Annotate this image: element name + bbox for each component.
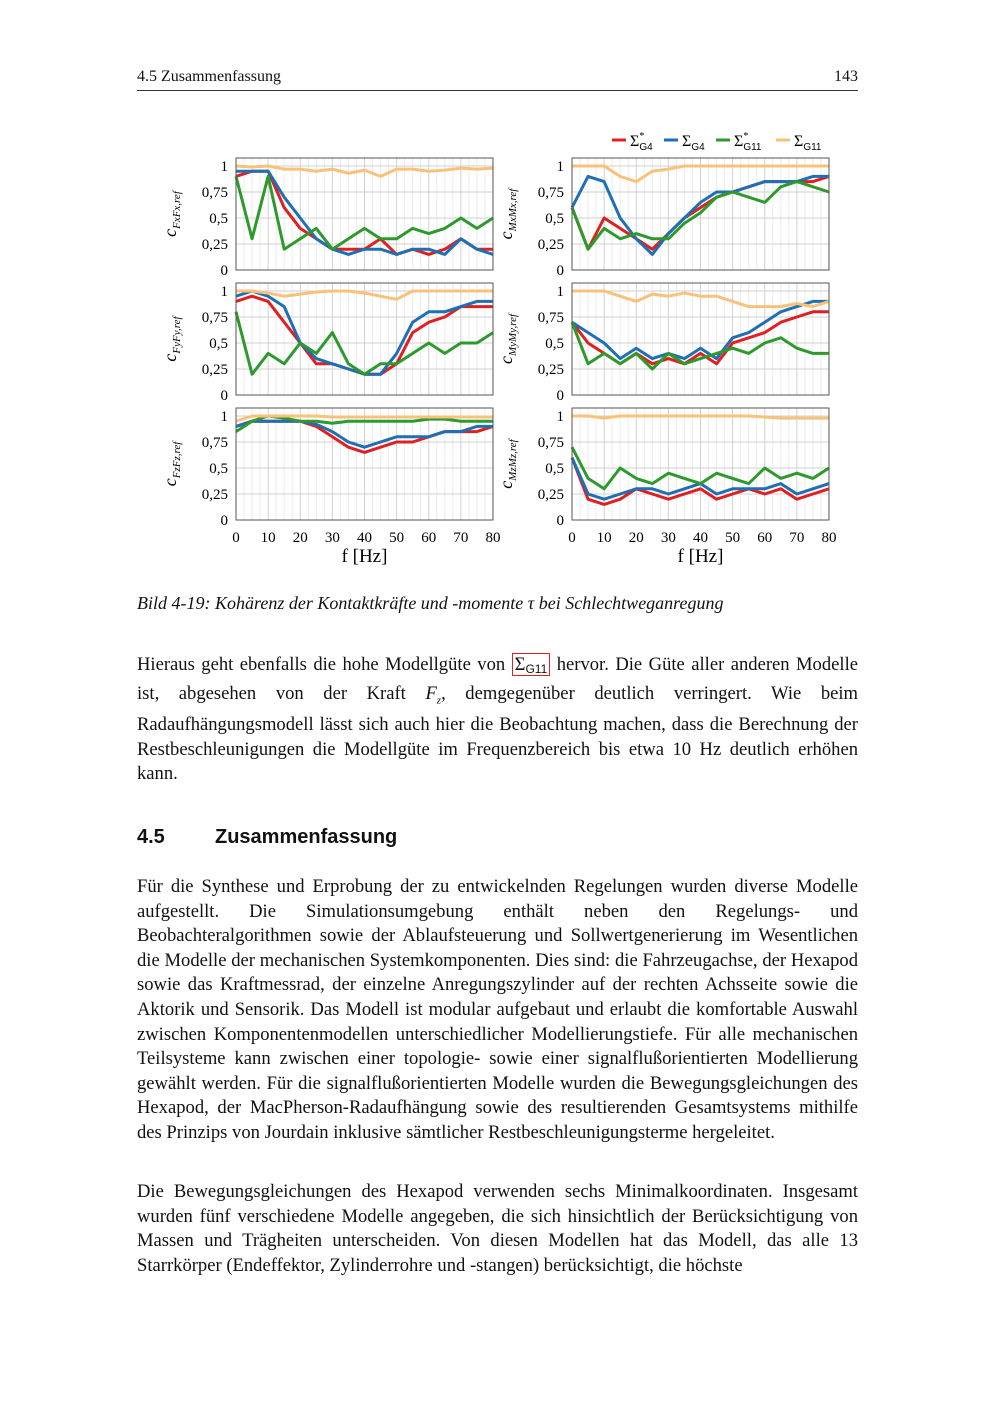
legend-symbol: Σ (682, 133, 692, 150)
legend-sub: G4 (639, 142, 653, 153)
y-tick-label: 0 (220, 263, 228, 279)
y-label-main: c (496, 231, 516, 240)
y-tick-label: 0,25 (201, 362, 228, 378)
y-label-subscript: MxMx,ref (507, 188, 519, 232)
chart-panel-MyMy,ref (496, 283, 829, 404)
x-tick-label: 20 (628, 530, 644, 546)
y-tick-label: 0,25 (201, 237, 228, 253)
header-rule (137, 90, 858, 91)
y-label-subscript: MzMz,ref (507, 439, 519, 481)
y-axis-label (160, 189, 183, 237)
y-tick-label: 0,75 (201, 185, 228, 201)
legend-symbol: Σ (734, 133, 744, 150)
y-axis-label (160, 314, 183, 361)
x-tick-label: 50 (725, 530, 741, 546)
legend-sub: G11 (803, 142, 822, 153)
x-tick-label: 20 (292, 530, 308, 546)
y-label-main: c (160, 228, 180, 237)
page-number: 143 (834, 68, 858, 85)
chart-panel-MxMx,ref (496, 158, 829, 279)
x-tick-label: 0 (568, 530, 576, 546)
legend-item (612, 131, 653, 153)
x-tick-label: 70 (453, 530, 469, 546)
y-tick-label: 0 (220, 388, 228, 404)
y-axis-label (496, 437, 519, 488)
x-tick-label: 30 (324, 530, 340, 546)
y-label-subscript: FyFy,ref (171, 316, 183, 354)
y-label-main: c (496, 480, 516, 489)
legend-item (664, 133, 705, 153)
chart-panel-FyFy,ref (160, 283, 493, 404)
y-tick-label: 0,75 (537, 310, 564, 326)
legend-item (716, 131, 762, 153)
legend-label (682, 133, 705, 153)
y-tick-label: 0,25 (537, 237, 564, 253)
sigma-subscript: G11 (525, 662, 548, 676)
y-label-subscript: FzFz,ref (171, 441, 183, 479)
x-tick-label: 70 (789, 530, 805, 546)
x-tick-label: 80 (485, 530, 501, 546)
y-tick-label: 0,5 (545, 211, 564, 227)
running-header-section: 4.5 Zusammenfassung (137, 68, 281, 85)
x-tick-label: 10 (260, 530, 276, 546)
force-subscript: z (436, 694, 442, 707)
y-label-main: c (160, 353, 180, 362)
y-tick-label: 0,25 (201, 487, 228, 503)
legend-sup: * (743, 131, 749, 142)
p1-text-b: hervor. Die Güte aller anderen Modelle ist, abgesehen von der Kraft (137, 654, 858, 704)
chart-panel-FxFx,ref (160, 158, 493, 279)
section-number: 4.5 (137, 826, 165, 848)
y-tick-label: 0,75 (201, 310, 228, 326)
sigma-g11-highlight (512, 653, 551, 676)
chart-panel-MzMz,ref (496, 408, 837, 567)
y-axis-label (160, 440, 183, 487)
x-tick-label: 0 (232, 530, 240, 546)
y-tick-label: 0,5 (209, 211, 228, 227)
y-tick-label: 0,25 (537, 487, 564, 503)
chart-panel-FzFz,ref (160, 408, 501, 567)
x-tick-label: 40 (357, 530, 372, 546)
y-tick-label: 1 (220, 159, 228, 175)
y-tick-label: 0,5 (545, 461, 564, 477)
y-tick-label: 0,75 (537, 435, 564, 451)
legend-symbol: Σ (630, 133, 640, 150)
x-tick-label: 10 (596, 530, 612, 546)
y-tick-label: 0,5 (209, 461, 228, 477)
x-axis-label: f [Hz] (677, 546, 724, 567)
p1-text-c: , demgegenüber deutlich verringert. Wie beim Radaufhängungsmodell lässt sich auch hier die Beobachtung machen, dass die Berechnung der Restbeschleunigungen die Modellgüte im Frequenzbereich bis etwa 10 Hz deutlich erhöhen kann. (137, 682, 858, 785)
y-tick-label: 1 (220, 409, 228, 425)
y-axis-label (496, 312, 519, 364)
y-label-main: c (160, 478, 180, 487)
figure-caption (137, 593, 724, 614)
x-tick-label: 50 (389, 530, 405, 546)
y-tick-label: 0,75 (201, 435, 228, 451)
legend-item (776, 133, 822, 153)
x-tick-label: 40 (693, 530, 708, 546)
force-symbol: F (425, 682, 437, 704)
legend-sup: * (639, 131, 645, 142)
paragraph-3: Die Bewegungsgleichungen des Hexapod verwenden sechs Minimalkoordinaten. Insgesamt wurden fünf verschiedene Modelle angegeben, die sich hinsichtlich der Berücksichtigung von Massen und Trägheiten unterscheiden. Von diesen Modellen hat das Modell, das alle 13 Starrkörper (Endeffektor, Zylinderrohre und -stangen) berücksichtigt, die höchste (137, 1181, 858, 1276)
coherence-figure (130, 125, 850, 585)
x-tick-label: 80 (821, 530, 837, 546)
p1-text-a: Hieraus geht ebenfalls die hohe Modellgüte von (137, 654, 512, 675)
section-heading (137, 826, 397, 849)
x-tick-label: 30 (660, 530, 676, 546)
legend-sub: G4 (691, 142, 705, 153)
y-tick-label: 0 (556, 513, 564, 529)
y-label-main: c (496, 356, 516, 365)
paragraph-1 (137, 653, 858, 787)
y-tick-label: 0,5 (545, 336, 564, 352)
sigma-symbol: Σ (514, 654, 526, 675)
y-tick-label: 0 (220, 513, 228, 529)
x-axis-label: f [Hz] (341, 546, 388, 567)
legend-label (734, 131, 762, 153)
legend-symbol: Σ (794, 133, 804, 150)
caption-text: : Kohärenz der Kontaktkräfte und -momente τ bei Schlechtweganregung (204, 593, 724, 613)
y-tick-label: 0,75 (537, 185, 564, 201)
y-tick-label: 0 (556, 263, 564, 279)
caption-label: Bild 4-19 (137, 593, 205, 613)
y-tick-label: 1 (556, 409, 564, 425)
y-axis-label (496, 187, 519, 240)
section-title: Zusammenfassung (215, 826, 398, 848)
y-tick-label: 0,5 (209, 336, 228, 352)
legend-label (794, 133, 822, 153)
x-tick-label: 60 (757, 530, 773, 546)
y-label-subscript: FxFx,ref (171, 191, 183, 229)
y-tick-label: 1 (556, 284, 564, 300)
legend-sub: G11 (743, 142, 762, 153)
y-tick-label: 1 (556, 159, 564, 175)
legend-label (630, 131, 653, 153)
y-label-subscript: MyMy,ref (507, 313, 519, 357)
x-tick-label: 60 (421, 530, 437, 546)
paragraph-2: Für die Synthese und Erprobung der zu entwickelnden Regelungen wurden diverse Modelle aufgestellt. Die Simulationsumgebung enthält neben den Regelungs- und Beobachteralgorithmen sowie der Ablaufsteuerung und Sollwertgenerierung im Wesentlichen die Modelle der mechanischen Systemkomponenten. Dies sind: die Fahrzeugachse, der Hexapod sowie das Kraftmessrad, der einzelne Anregungszylinder auf der rechten Achsseite sowie die Aktorik und Sensorik. Das Modell ist modular aufgebaut und erlaubt die komfortable Auswahl zwischen Komponentenmodellen unterschiedlicher Modellierungstiefe. Für alle mechanischen Teilsysteme kann zwischen einer topologie- sowie einer signalflußorientierten Modellierung gewählt werden. Für die signalflußorientierten Modelle wurden die Bewegungsgleichungen des Hexapod, der MacPherson-Radaufhängung sowie des resultierenden Gesamtsystems mithilfe des Prinzips von Jourdain inklusive sämtlicher Restbeschleunigungsterme hergeleitet. (137, 876, 858, 1143)
y-tick-label: 0 (556, 388, 564, 404)
y-tick-label: 0,25 (537, 362, 564, 378)
y-tick-label: 1 (220, 284, 228, 300)
